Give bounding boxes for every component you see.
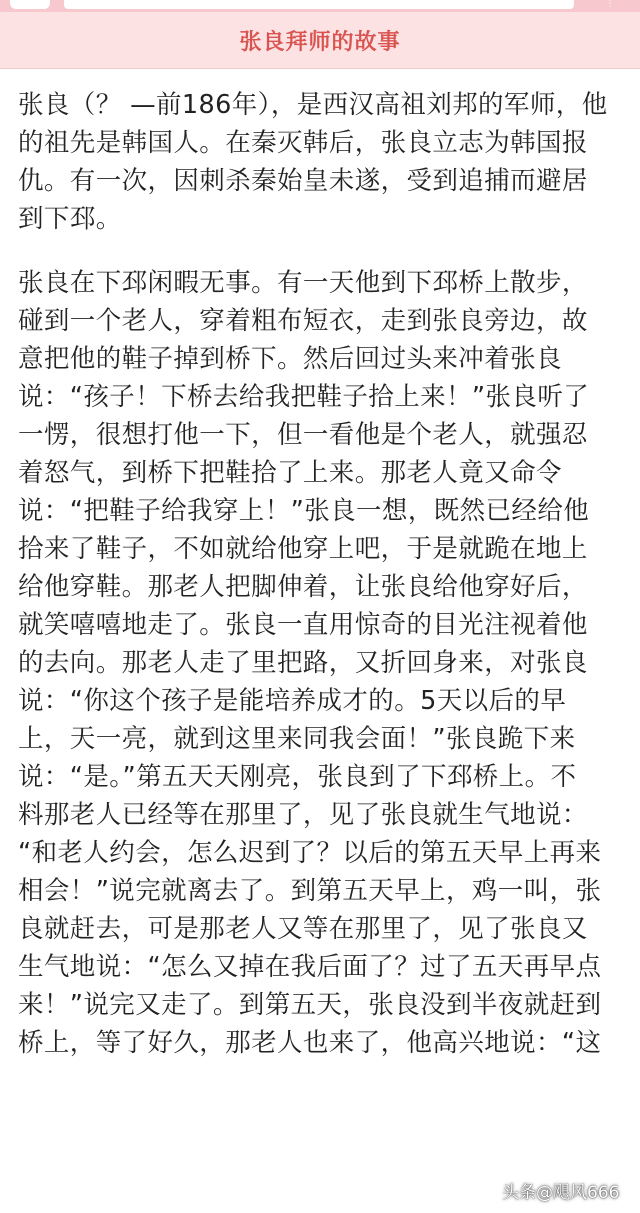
paragraph-line: 张良在下邳闲暇无事。有一天他到下邳桥上散步， [18, 268, 588, 298]
article-title-banner [0, 12, 640, 69]
paragraph-line: “和老人约会，怎么迟到了？以后的第五天早上再来 [18, 838, 602, 868]
paragraph-line: 来！”说完又走了。到第五天，张良没到半夜就赶到 [18, 990, 602, 1020]
address-bar[interactable] [64, 0, 574, 9]
back-button[interactable] [10, 0, 50, 9]
paragraph-line: 桥上，等了好久，那老人也来了，他高兴地说：“这 [18, 1028, 602, 1058]
paragraph-line: 相会！”说完就离去了。到第五天早上，鸡一叫，张 [18, 876, 602, 906]
paragraph-line: 意把他的鞋子掉到桥下。然后回过头来冲着张良 [18, 344, 562, 374]
paragraph-line: 说：“你这个孩子是能培养成才的。5天以后的早 [18, 686, 567, 716]
article-title: 张良拜师的故事 [239, 29, 401, 55]
paragraph-line: 说：“把鞋子给我穿上！”张良一想，既然已经给他 [18, 496, 590, 526]
paragraph-line: 仇。有一次，因刺杀秦始皇未遂，受到追捕而避居 [18, 166, 588, 196]
menu-icon[interactable]: ⋮ [606, 0, 614, 8]
article-body [18, 86, 624, 1088]
browser-top-bar [0, 0, 640, 12]
paragraph-line: 料那老人已经等在那里了，见了张良就生气地说： [18, 800, 588, 830]
paragraph-line: 说：“孩子！下桥去给我把鞋子拾上来！”张良听了 [18, 382, 590, 412]
paragraph-line: 说：“是。”第五天天刚亮，张良到了下邳桥上。不 [18, 762, 577, 792]
article-paragraph [18, 264, 624, 1062]
paragraph-line: 到下邳。 [18, 204, 122, 234]
paragraph-line: 拾来了鞋子，不如就给他穿上吧，于是就跪在地上 [18, 534, 588, 564]
paragraph-line: 碰到一个老人，穿着粗布短衣，走到张良旁边，故 [18, 306, 588, 336]
paragraph-line: 着怒气，到桥下把鞋拾了上来。那老人竟又命令 [18, 458, 562, 488]
paragraph-line: 就笑嘻嘻地走了。张良一直用惊奇的目光注视着他 [18, 610, 588, 640]
article-paragraph [18, 86, 624, 238]
source-watermark: 头条@飓风666 [502, 1183, 620, 1203]
paragraph-line: 的去向。那老人走了里把路，又折回身来，对张良 [18, 648, 588, 678]
paragraph-line: 生气地说：“怎么又掉在我后面了？过了五天再早点 [18, 952, 602, 982]
paragraph-line: 良就赶去，可是那老人又等在那里了，见了张良又 [18, 914, 588, 944]
paragraph-line: 上，天一亮，就到这里来同我会面！”张良跪下来 [18, 724, 576, 754]
paragraph-line: 张良（？ —前186年），是西汉高祖刘邦的军师，他 [18, 90, 608, 120]
paragraph-line: 的祖先是韩国人。在秦灭韩后，张良立志为韩国报 [18, 128, 588, 158]
paragraph-line: 一愣，很想打他一下，但一看他是个老人，就强忍 [18, 420, 588, 450]
paragraph-line: 给他穿鞋。那老人把脚伸着，让张良给他穿好后， [18, 572, 588, 602]
